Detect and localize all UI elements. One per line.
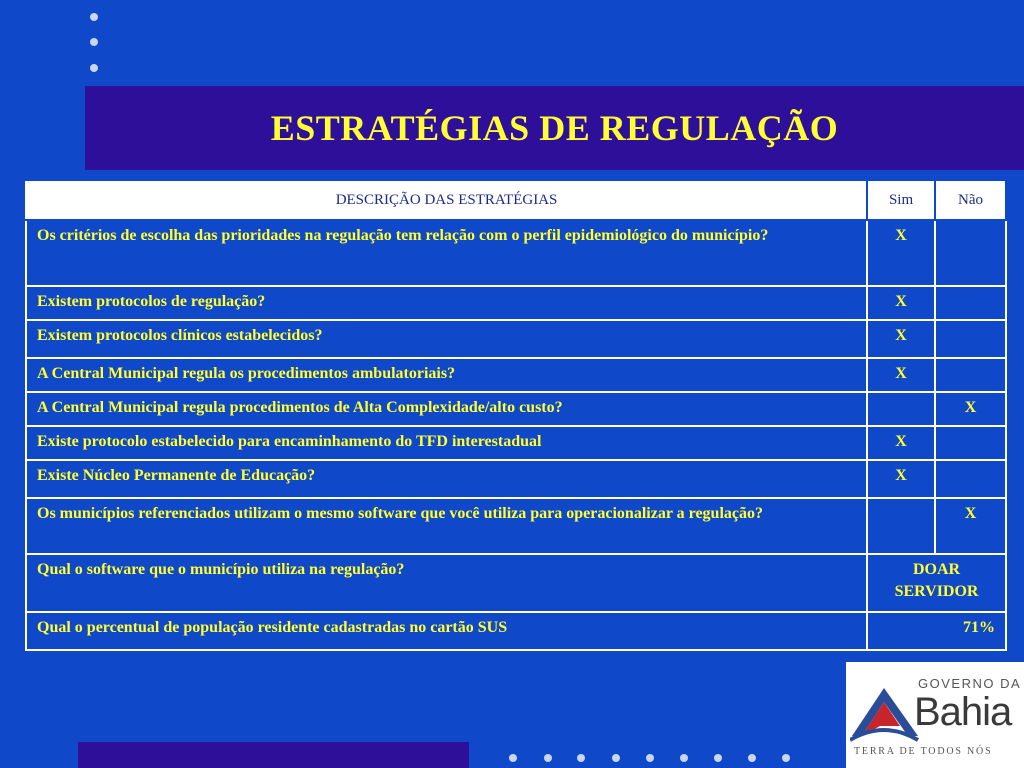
strategies-table (25, 179, 1007, 651)
row-sim (867, 498, 935, 554)
row-sim: X (867, 320, 935, 358)
row-description: Os critérios de escolha das prioridades na regulação tem relação com o perfil epidemiológico do município? (26, 220, 867, 286)
table-row (26, 460, 1006, 498)
percent-question: Qual o percentual de população residente cadastradas no cartão SUS (26, 612, 867, 650)
decorative-dot (782, 754, 790, 762)
row-nao (935, 286, 1006, 320)
decorative-dot (714, 754, 722, 762)
logo-line1: GOVERNO DA (918, 676, 1022, 691)
header-nao: Não (935, 180, 1006, 220)
row-description: Existem protocolos de regulação? (26, 286, 867, 320)
decorative-dot (748, 754, 756, 762)
row-nao: X (935, 498, 1006, 554)
table-row (26, 498, 1006, 554)
row-nao (935, 426, 1006, 460)
governo-bahia-logo (846, 662, 1024, 768)
decorative-dot (90, 38, 98, 46)
title-bar (85, 86, 1024, 170)
table-row (26, 392, 1006, 426)
decorative-dot (612, 754, 620, 762)
software-row (26, 554, 1006, 612)
decorative-dot (90, 64, 98, 72)
decorative-dot (509, 754, 517, 762)
software-answer-line1: DOAR (912, 561, 961, 578)
row-nao (935, 320, 1006, 358)
row-description: A Central Municipal regula procedimentos de Alta Complexidade/alto custo? (26, 392, 867, 426)
header-sim: Sim (867, 180, 935, 220)
row-sim: X (867, 286, 935, 320)
row-nao (935, 358, 1006, 392)
row-nao: X (935, 392, 1006, 426)
row-nao (935, 220, 1006, 286)
page-title: ESTRATÉGIAS DE REGULAÇÃO (270, 108, 839, 148)
header-description: DESCRIÇÃO DAS ESTRATÉGIAS (26, 180, 867, 220)
row-description: Existem protocolos clínicos estabelecidos? (26, 320, 867, 358)
decorative-dot (680, 754, 688, 762)
percent-answer: 71% (867, 612, 1006, 650)
logo-line3: TERRA DE TODOS NÓS (854, 746, 993, 757)
decorative-dot (646, 754, 654, 762)
logo-mark-icon (850, 674, 920, 744)
logo-line2: Bahia (914, 690, 1012, 734)
table-row (26, 426, 1006, 460)
row-sim: X (867, 358, 935, 392)
decorative-dot (577, 754, 585, 762)
decorative-dot (544, 754, 552, 762)
bottom-bar (78, 742, 469, 768)
table-row (26, 320, 1006, 358)
row-description: A Central Municipal regula os procedimentos ambulatoriais? (26, 358, 867, 392)
row-description: Os municípios referenciados utilizam o mesmo software que você utiliza para operacionalizar a regulação? (26, 498, 867, 554)
decorative-dot (90, 13, 98, 21)
row-sim: X (867, 426, 935, 460)
software-answer-line2: SERVIDOR (894, 583, 979, 600)
row-sim: X (867, 460, 935, 498)
table-row (26, 286, 1006, 320)
row-description: Existe Núcleo Permanente de Educação? (26, 460, 867, 498)
percent-row (26, 612, 1006, 650)
table-row (26, 220, 1006, 286)
row-sim: X (867, 220, 935, 286)
software-answer (867, 554, 1006, 612)
row-sim (867, 392, 935, 426)
software-question: Qual o software que o município utiliza na regulação? (26, 554, 867, 612)
row-description: Existe protocolo estabelecido para encaminhamento do TFD interestadual (26, 426, 867, 460)
table-header-row (26, 180, 1006, 220)
table-row (26, 358, 1006, 392)
row-nao (935, 460, 1006, 498)
